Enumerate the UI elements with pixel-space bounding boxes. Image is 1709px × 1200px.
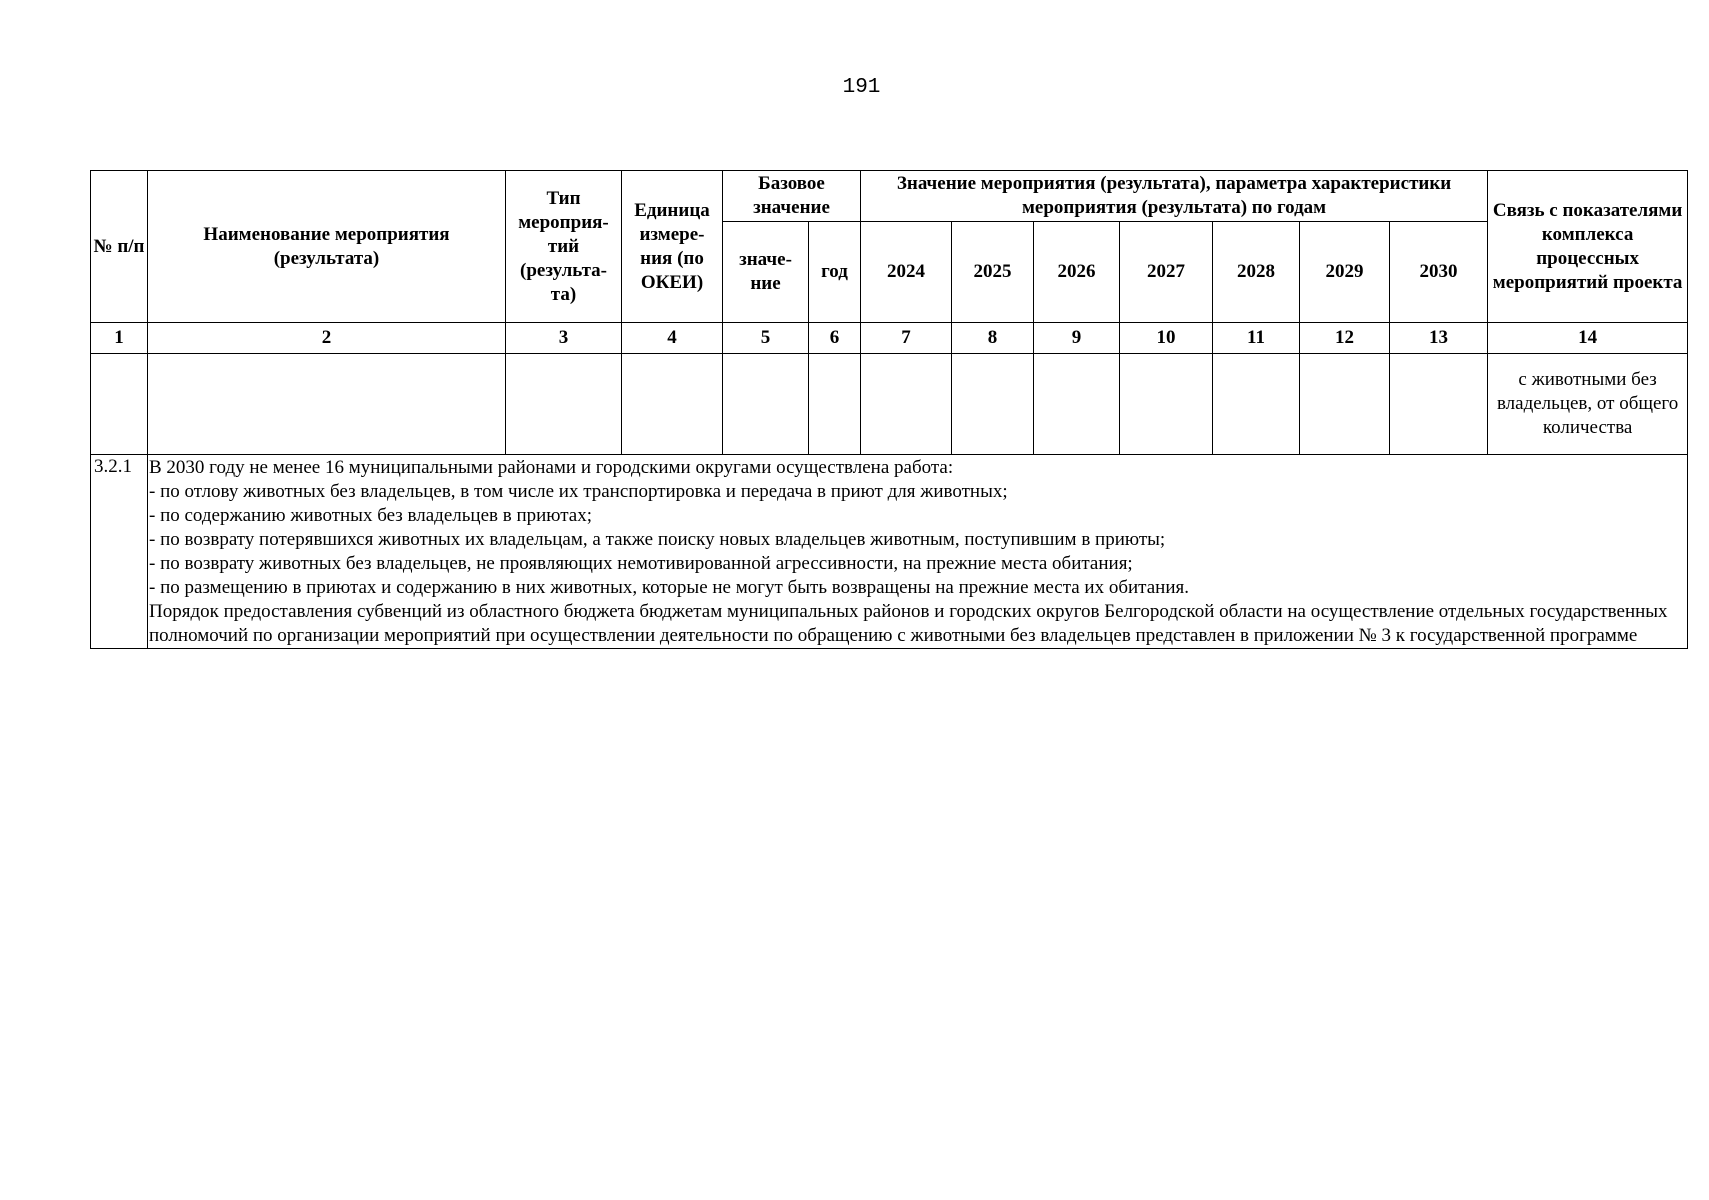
- column-number: 5: [723, 323, 809, 354]
- header-num: № п/п: [91, 171, 148, 323]
- header-base-group: Базовое значение: [723, 171, 861, 222]
- header-type: Тип мероприя-тий (результа-та): [506, 171, 622, 323]
- item-line: - по содержанию животных без владельцев в приютах;: [149, 505, 592, 526]
- header-row-1: [91, 171, 1688, 222]
- header-unit: Единица измере-ния (по ОКЕИ): [622, 171, 723, 323]
- table-cell: [148, 354, 506, 455]
- table-cell: [723, 354, 809, 455]
- table-cell: [91, 354, 148, 455]
- column-number: 4: [622, 323, 723, 354]
- item-line: В 2030 году не менее 16 муниципальными районами и городскими округами осуществлена работа:: [149, 457, 954, 478]
- item-line: - по отлову животных без владельцев, в том числе их транспортировка и передача в приют для животных;: [149, 481, 1008, 502]
- column-number: 6: [809, 323, 861, 354]
- column-number: 1: [91, 323, 148, 354]
- column-number: 11: [1213, 323, 1300, 354]
- column-number: 13: [1390, 323, 1488, 354]
- table-cell: [1300, 354, 1390, 455]
- column-number: 7: [861, 323, 952, 354]
- column-number: 2: [148, 323, 506, 354]
- header-base-year: год: [809, 222, 861, 323]
- table-cell: [861, 354, 952, 455]
- column-number: 9: [1034, 323, 1120, 354]
- column-number-row: [91, 323, 1688, 354]
- header-link: Связь с показателями комплекса процессных мероприятий проекта: [1488, 171, 1688, 323]
- column-number: 12: [1300, 323, 1390, 354]
- column-number: 14: [1488, 323, 1688, 354]
- header-year-2028: 2028: [1213, 222, 1300, 323]
- link-cell: с животными без владельцев, от общего количества: [1488, 354, 1688, 455]
- header-year-2026: 2026: [1034, 222, 1120, 323]
- header-base-value: значе-ние: [723, 222, 809, 323]
- page-number: 191: [842, 76, 881, 99]
- item-line: - по размещению в приютах и содержанию в них животных, которые не могут быть возвращены на прежние места их обитания.: [149, 577, 1189, 598]
- header-year-2030: 2030: [1390, 222, 1488, 323]
- continuation-row: [91, 354, 1688, 455]
- column-number: 8: [952, 323, 1034, 354]
- item-line: - по возврату животных без владельцев, не проявляющих немотивированной агрессивности, на прежние места обитания;: [149, 553, 1133, 574]
- column-number: 3: [506, 323, 622, 354]
- table-cell: [1213, 354, 1300, 455]
- table-cell: [952, 354, 1034, 455]
- table-cell: [1034, 354, 1120, 455]
- item-line: - по возврату потерявшихся животных их владельцам, а также поиску новых владельцев животным, поступившим в приюты;: [149, 529, 1166, 550]
- item-number: 3.2.1: [91, 455, 148, 649]
- header-year-2029: 2029: [1300, 222, 1390, 323]
- item-description: [148, 455, 1688, 649]
- table-cell: [1120, 354, 1213, 455]
- header-years-group: Значение мероприятия (результата), параметра характеристики мероприятия (результата) по годам: [861, 171, 1488, 222]
- header-year-2024: 2024: [861, 222, 952, 323]
- header-year-2027: 2027: [1120, 222, 1213, 323]
- item-row: [91, 455, 1688, 649]
- measures-table: [90, 170, 1688, 649]
- table-cell: [809, 354, 861, 455]
- header-name: Наименование мероприятия (результата): [148, 171, 506, 323]
- table-cell: [506, 354, 622, 455]
- table-cell: [1390, 354, 1488, 455]
- header-year-2025: 2025: [952, 222, 1034, 323]
- table-cell: [622, 354, 723, 455]
- column-number: 10: [1120, 323, 1213, 354]
- item-line: Порядок предоставления субвенций из областного бюджета бюджетам муниципальных районов и городских округов Белгородской области на осуществление отдельных государственных полномочий по организации мероприятий при осуществлении деятельности по обращению с животными без владельцев представлен в приложении № 3 к государственной программе: [149, 601, 1668, 646]
